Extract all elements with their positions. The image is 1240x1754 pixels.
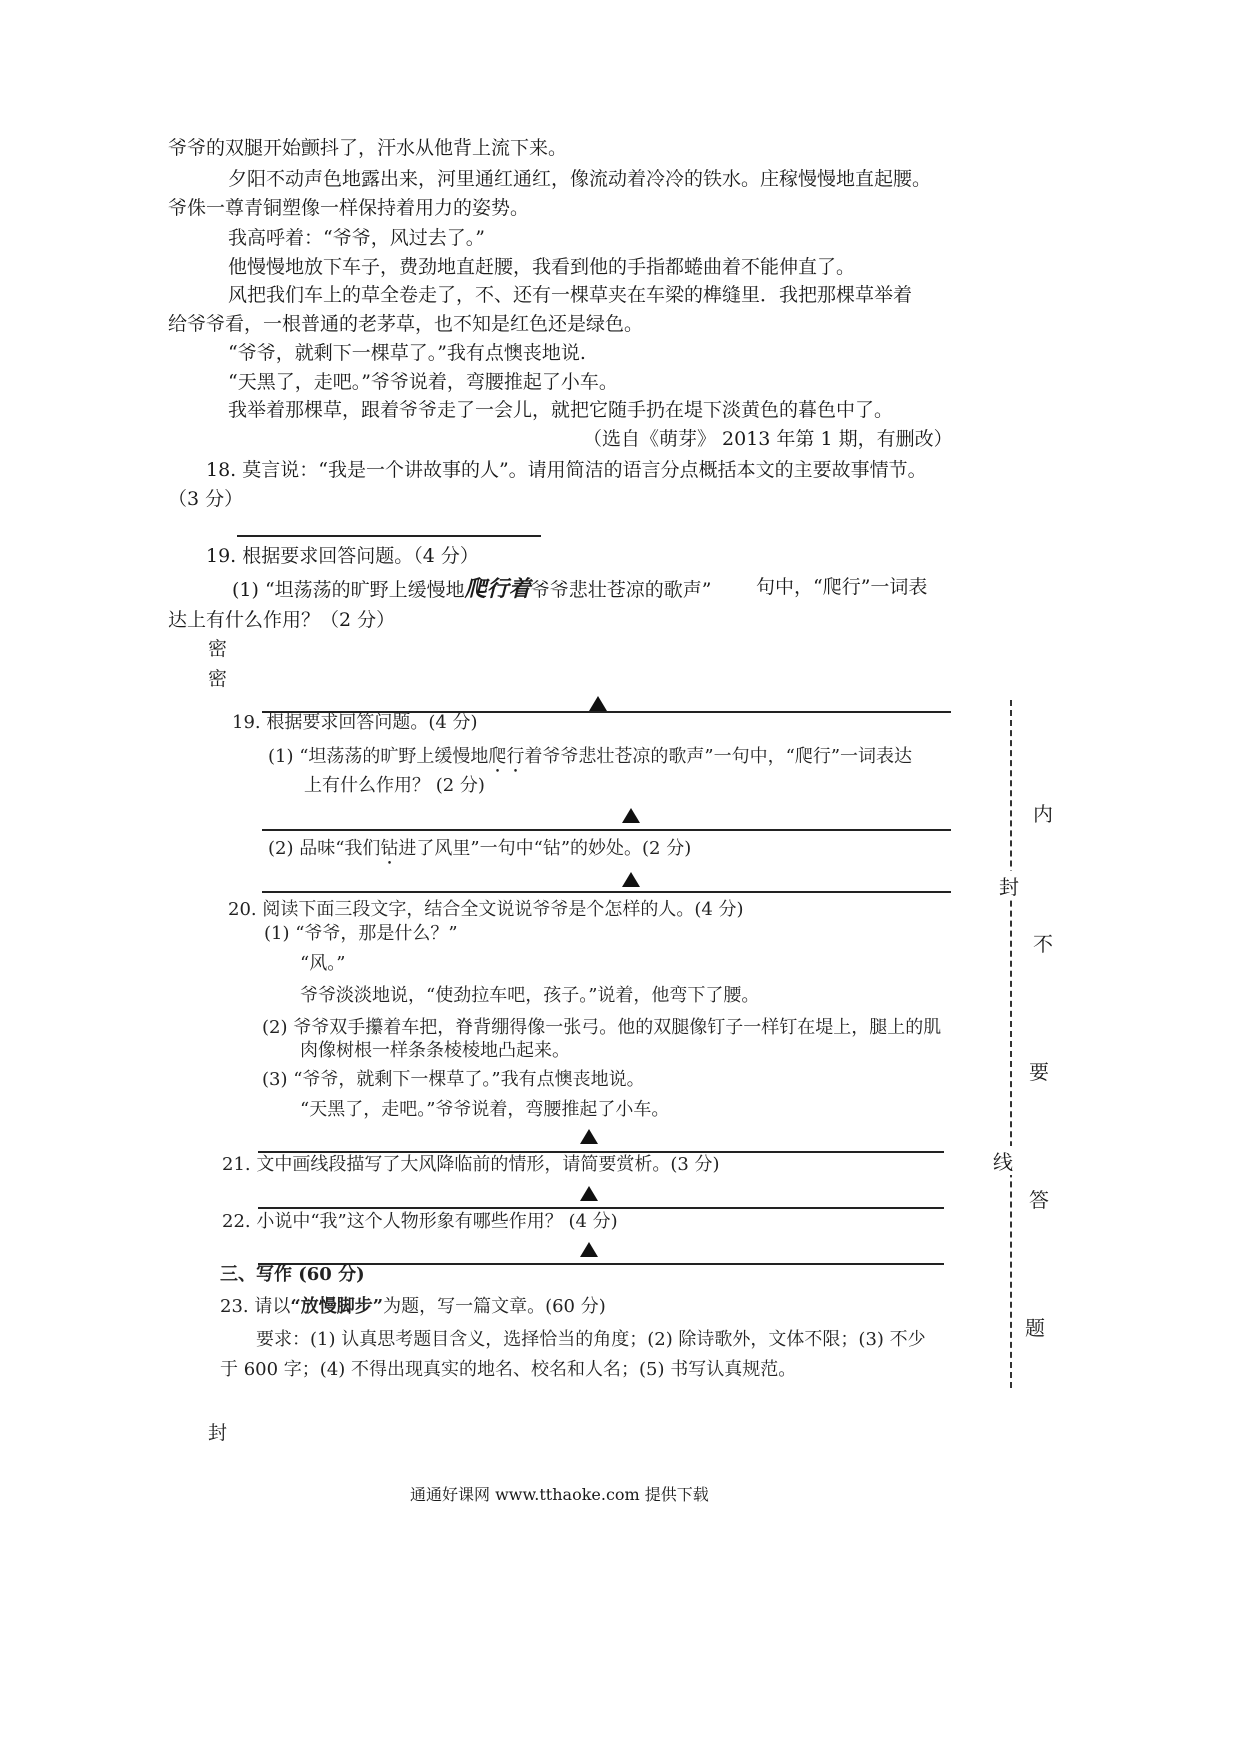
footer-download-note: 通通好课网 www.tthaoke.com 提供下载 — [410, 1485, 709, 1504]
question-23-pre: 23. 请以 — [220, 1296, 291, 1317]
answer-marker-triangle — [622, 808, 640, 823]
answer-marker-triangle — [580, 1186, 598, 1201]
question-19-sub1-post: 爷爷悲壮苍凉的歌声” — [530, 579, 712, 601]
question-20-item: (2) 爷爷双手攥着车把，脊背绷得像一张弓。他的双腿像钉子一样钉在堤上，腿上的肌 — [262, 1017, 942, 1038]
question-23-requirements: 要求：(1) 认真思考题目含义，选择恰当的角度；(2) 除诗歌外，文体不限；(3) 不少 — [256, 1329, 926, 1350]
question-20-item: (3) “爷爷，就剩下一棵草了。”我有点懊丧地说。 — [262, 1069, 645, 1090]
answer-line — [258, 1207, 944, 1209]
answer-line — [258, 1151, 944, 1153]
binding-note-char: 不 — [1033, 932, 1053, 956]
margin-mark-mi: 密 — [208, 638, 228, 660]
question-23 — [220, 1298, 606, 1316]
question-19-sub2 — [268, 838, 691, 869]
question-19-sub1-dotted-word: 爬行 — [488, 746, 525, 767]
binding-note-char: 线 — [993, 1146, 1013, 1175]
question-19-sub2-pre: (2) 品味“我们 — [268, 838, 381, 859]
question-19-sub2-post: 进了风里”一句中“钻”的妙处。(2 分) — [398, 838, 692, 859]
binding-note-char: 封 — [999, 871, 1019, 900]
question-19-sub1 — [232, 578, 711, 600]
question-23-requirements: 于 600 字；(4) 不得出现真实的地名、校名和人名；(5) 书写认真规范。 — [220, 1359, 797, 1380]
story-paragraph: 我举着那棵草，跟着爷爷走了一会儿，就把它随手扔在堤下淡黄色的暮色中了。 — [228, 399, 894, 421]
question-19-sub1-post: 着爷爷悲壮苍凉的歌声”一句中，“爬行”一词表达 — [524, 746, 913, 767]
story-paragraph: 夕阳不动声色地露出来，河里通红通红，像流动着冷冷的铁水。庄稼慢慢地直起腰。 — [228, 168, 932, 190]
question-18: 18. 莫言说：“我是一个讲故事的人”。请用简洁的语言分点概括本文的主要故事情节。 — [206, 459, 927, 481]
question-19-sub1-emphasis: 爬行着 — [464, 576, 531, 602]
question-19-sub1-pre: (1) “坦荡荡的旷野上缓慢地 — [232, 579, 465, 601]
question-20-item: “风。” — [300, 953, 346, 974]
question-23-topic: “放慢脚步” — [290, 1296, 384, 1317]
story-paragraph: 风把我们车上的草全卷走了，不、还有一棵草夹在车梁的榫缝里．我把那棵草举着 — [228, 284, 913, 306]
story-source: （选自《萌芽》 2013 年第 1 期，有删改） — [583, 428, 953, 450]
story-paragraph: “爷爷，就剩下一棵草了。”我有点懊丧地说. — [228, 342, 586, 364]
question-19-title: 19. 根据要求回答问题。(4 分) — [232, 712, 478, 733]
margin-mark-feng: 封 — [208, 1422, 228, 1444]
question-18-score: （3 分） — [168, 488, 244, 510]
question-21: 21. 文中画线段描写了大风降临前的情形，请简要赏析。(3 分) — [222, 1154, 720, 1175]
question-20-item: (1) “爷爷，那是什么？” — [264, 923, 458, 944]
story-paragraph: 爷爷的双腿开始颤抖了，汗水从他背上流下来。 — [168, 137, 568, 159]
answer-line — [237, 535, 541, 537]
binding-note-char: 答 — [1029, 1188, 1049, 1212]
story-paragraph: 他慢慢地放下车子，费劲地直赶腰，我看到他的手指都蜷曲着不能伸直了。 — [228, 256, 856, 278]
story-paragraph: 我高呼着：“爷爷，风过去了。” — [228, 227, 485, 249]
answer-line — [262, 891, 951, 893]
answer-marker-triangle — [580, 1129, 598, 1144]
question-20-item: 爷爷淡淡地说，“使劲拉车吧，孩子。”说着，他弯下了腰。 — [300, 985, 760, 1006]
question-19-sub1-line2: 上有什么作用？ (2 分) — [304, 775, 485, 796]
question-20-title: 20. 阅读下面三段文字，结合全文说说爷爷是个怎样的人。(4 分) — [228, 899, 744, 920]
story-paragraph: “天黑了，走吧。”爷爷说着，弯腰推起了小车。 — [228, 371, 618, 393]
binding-note-char: 内 — [1033, 802, 1053, 826]
section-3-title: 三、写作 (60 分) — [220, 1264, 365, 1285]
story-paragraph: 爷侏一尊青铜塑像一样保持着用力的姿势。 — [168, 197, 530, 219]
answer-marker-triangle — [622, 872, 640, 887]
binding-note-char: 题 — [1025, 1316, 1045, 1340]
binding-note-char: 要 — [1029, 1060, 1049, 1084]
question-19-title: 19. 根据要求回答问题。（4 分） — [206, 545, 479, 567]
question-22: 22. 小说中“我”这个人物形象有哪些作用？ (4 分) — [222, 1211, 618, 1232]
binding-dashed-line — [1010, 700, 1012, 1388]
story-paragraph: 给爷爷看，一根普通的老茅草，也不知是红色还是绿色。 — [168, 313, 644, 335]
question-20-item: “天黑了，走吧。”爷爷说着，弯腰推起了小车。 — [300, 1099, 670, 1120]
margin-mark-mi: 密 — [208, 668, 228, 690]
question-20-item: 肉像树根一样条条棱棱地凸起来。 — [300, 1040, 570, 1061]
answer-marker-triangle — [580, 1242, 598, 1257]
question-19-sub1-pre: (1) “坦荡荡的旷野上缓慢地 — [268, 746, 489, 767]
question-19-sub1-tail: 句中，“爬行”一词表 — [756, 576, 928, 598]
question-23-post: 为题，写一篇文章。(60 分) — [383, 1296, 606, 1317]
question-19-sub1 — [268, 746, 912, 777]
answer-line — [262, 829, 951, 831]
question-19-sub2-dotted-word: 钻 — [380, 838, 399, 859]
question-19-sub1-line2: 达上有什么作用？（2 分） — [168, 609, 396, 631]
answer-marker-triangle — [589, 696, 607, 711]
